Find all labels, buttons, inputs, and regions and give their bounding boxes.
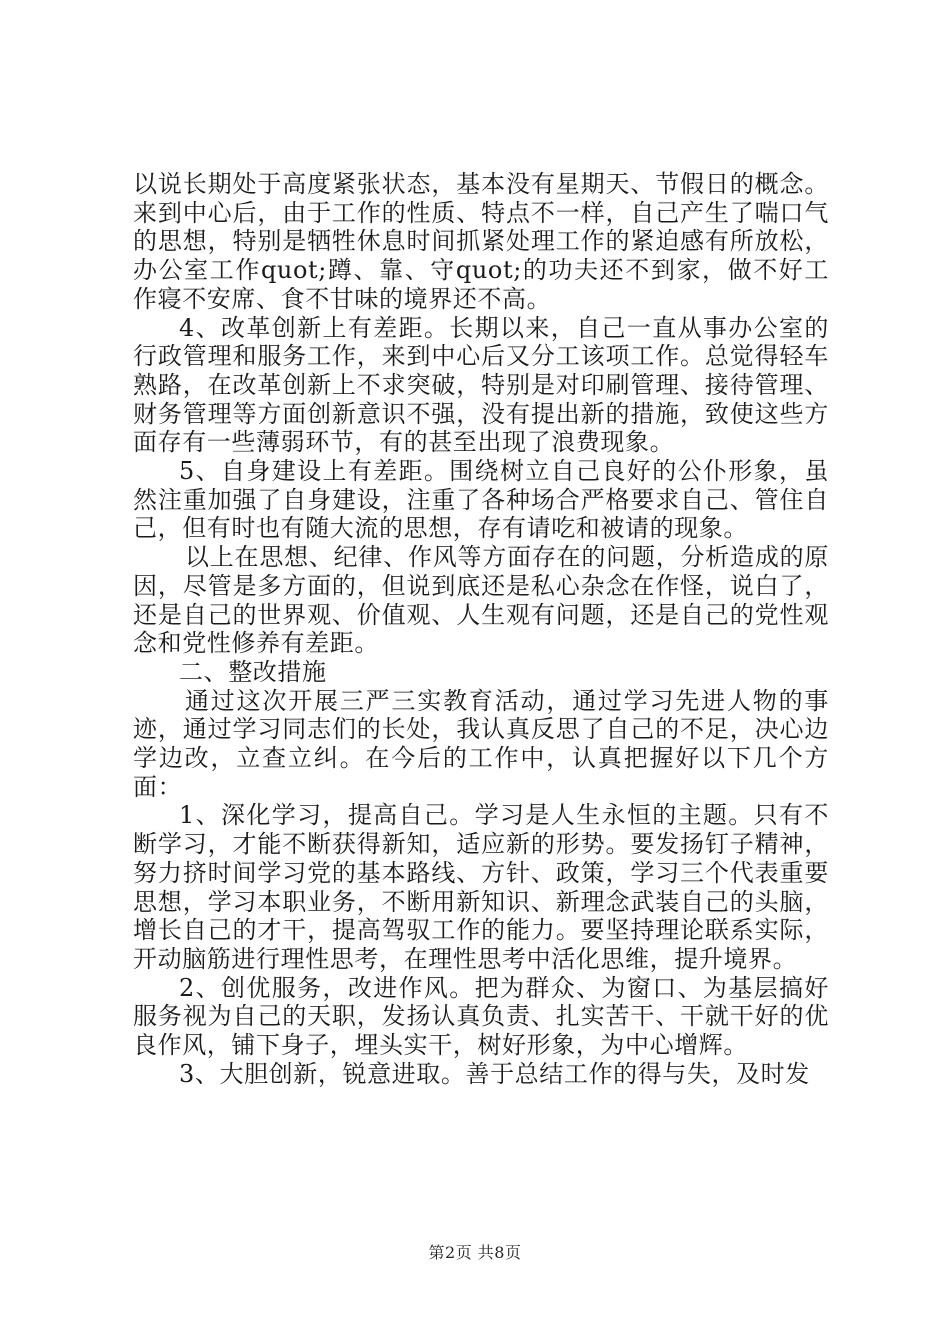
paragraph-item-4: 4、改革创新上有差距。长期以来，自己一直从事办公室的行政管理和服务工作，来到中心后又分工该项工作。总觉得轻车熟路，在改革创新上不求突破，特别是对印刷管理、接待管理、财务管理等方面创新意识不强，没有提出新的措施，致使这些方面存有一些薄弱环节，有的甚至出现了浪费现象。 [133, 313, 829, 457]
paragraph-measure-3: 3、大胆创新，锐意进取。善于总结工作的得与失，及时发 [179, 1059, 810, 1088]
document-body [133, 170, 829, 1089]
section-heading-rectification: 二、整改措施 [179, 657, 327, 686]
paragraph-continuation: 以说长期处于高度紧张状态，基本没有星期天、节假日的概念。来到中心后，由于工作的性质、特点不一样，自己产生了喘口气的思想，特别是牺牲休息时间抓紧处理工作的紧迫感有所放松，办公室工作quot;蹲、靠、守quot;的功夫还不到家，做不好工作寝不安席、食不甘味的境界还不高。 [133, 170, 829, 313]
paragraph-analysis: 以上在思想、纪律、作风等方面存在的问题，分析造成的原因，尽管是多方面的，但说到底还是私心杂念在作怪，说白了，还是自己的世界观、价值观、人生观有问题，还是自己的党性观念和党性修养有差距。 [133, 543, 829, 658]
page-footer: 第2页 共8页 [428, 1243, 522, 1262]
paragraph-measure-1: 1、深化学习，提高自己。学习是人生永恒的主题。只有不断学习，才能不断获得新知，适应新的形势。要发扬钉子精神，努力挤时间学习党的基本路线、方针、政策，学习三个代表重要思想，学习本职业务，不断用新知识、新理念武装自己的头脑，增长自己的才干，提高驾驭工作的能力。要坚持理论联系实际，开动脑筋进行理性思考，在理性思考中活化思维，提升境界。 [133, 801, 829, 973]
paragraph-measure-2: 2、创优服务，改进作风。把为群众、为窗口、为基层搞好服务视为自己的天职，发扬认真负责、扎实苦干、干就干好的优良作风，铺下身子，埋头实干，树好形象，为中心增辉。 [133, 973, 829, 1060]
paragraph-intro: 通过这次开展三严三实教育活动，通过学习先进人物的事迹，通过学习同志们的长处，我认真反思了自己的不足，决心边学边改，立查立纠。在今后的工作中，认真把握好以下几个方面： [133, 686, 829, 801]
paragraph-item-5: 5、自身建设上有差距。围绕树立自己良好的公仆形象，虽然注重加强了自身建设，注重了各种场合严格要求自己、管住自己，但有时也有随大流的思想，存有请吃和被请的现象。 [133, 457, 829, 543]
